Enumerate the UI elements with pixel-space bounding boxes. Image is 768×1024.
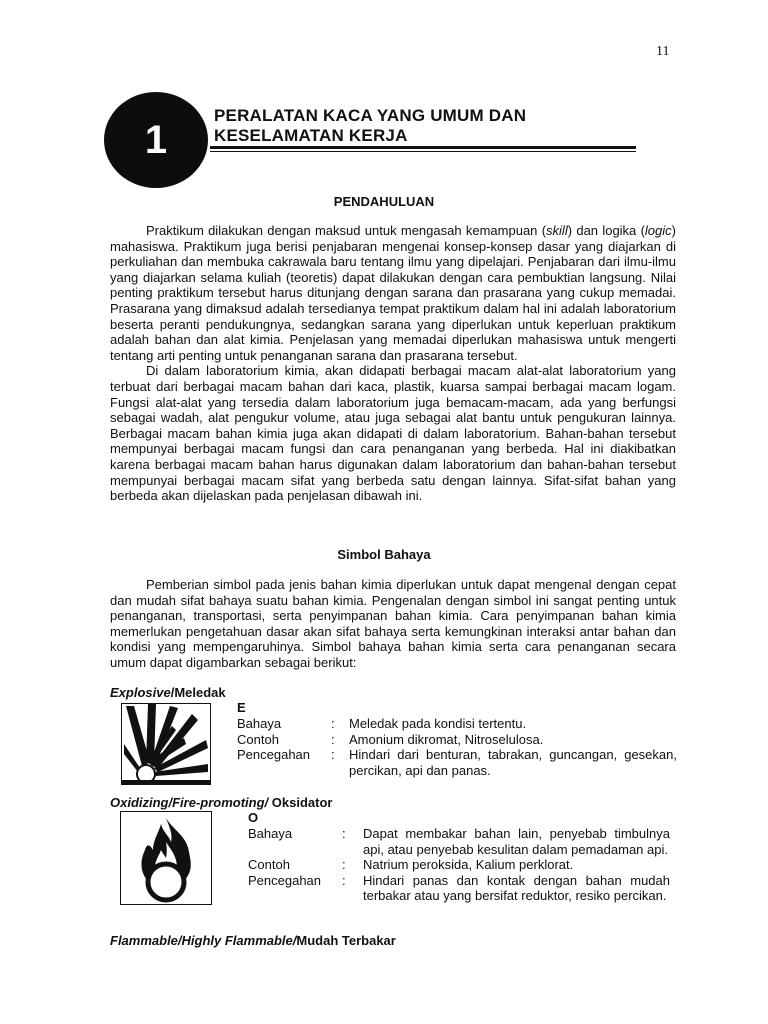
oxidizing-title-italic: Oxidizing/Fire-promoting/	[110, 795, 269, 810]
oxidizer-pencegahan-row	[248, 873, 670, 904]
intro-heading: PENDAHULUAN	[333, 194, 435, 209]
explosive-section-title	[110, 685, 226, 700]
chapter-title	[214, 106, 526, 146]
flammable-title-italic: Flammable/Highly Flammable/	[110, 933, 297, 948]
contoh-label: Contoh	[248, 857, 290, 873]
flammable-title-rest: Mudah Terbakar	[296, 933, 396, 948]
chapter-number-badge: 1	[104, 92, 208, 188]
symbol-paragraph	[110, 577, 676, 671]
oxidizer-flame-icon	[120, 811, 212, 905]
symbol-text: Pemberian simbol pada jenis bahan kimia diperlukan untuk dapat mengenal dengan cepat dan mudah sifat bahaya suatu bahan kimia. Pengenalan dengan simbol ini sangat penting untuk penanganan, transportasi, serta penyimpanan bahan kimia. Cara penyimpanan bahan kimia memerlukan pengetahuan dasar akan sifat bahaya serta kemungkinan interaksi antar bahan dan kondisi yang mempengaruhinya. Simbol bahaya bahan kimia serta cara penanganan secara umum dapat digambarkan sebagai berikut:	[110, 577, 676, 670]
explosive-code: E	[237, 700, 246, 715]
pencegahan-value: Hindari panas dan kontak dengan bahan mudah terbakar atau yang bersifat reduktor, resiko percikan.	[363, 872, 670, 904]
oxidizer-details	[248, 826, 670, 904]
colon: :	[342, 872, 346, 888]
oxidizer-code: O	[248, 810, 259, 825]
intro-text-a: Praktikum dilakukan dengan maksud untuk mengasah kemampuan (	[146, 223, 547, 238]
oxidizing-section-title	[110, 795, 332, 810]
pencegahan-label: Pencegahan	[248, 872, 322, 888]
explosive-pencegahan-row	[237, 747, 677, 778]
intro-skill-term: skill	[546, 223, 568, 238]
explosive-title-italic: Explosive	[110, 685, 171, 700]
explosive-bahaya-row	[237, 716, 677, 732]
pencegahan-value: Hindari dari benturan, tabrakan, guncangan, gesekan, percikan, api dan panas.	[349, 747, 677, 778]
contoh-value: Natrium peroksida, Kalium perklorat.	[363, 857, 574, 873]
explosive-details	[237, 716, 677, 778]
title-rule-thin	[210, 151, 636, 152]
pencegahan-label: Pencegahan	[237, 747, 311, 763]
bahaya-value: Dapat membakar bahan lain, penyebab timbulnya api, atau penyebab kesulitan dalam pemadaman api.	[363, 826, 670, 857]
oxidizing-title-rest: Oksidator	[268, 795, 333, 810]
intro-text-b: ) dan logika (	[567, 223, 645, 238]
chapter-title-line1: PERALATAN KACA YANG UMUM DAN	[214, 106, 527, 125]
title-rule-thick	[210, 146, 636, 149]
bahaya-label: Bahaya	[248, 826, 293, 841]
explosive-title-rest: /Meledak	[170, 685, 226, 700]
colon: :	[331, 731, 335, 747]
intro-paragraph-1	[110, 223, 676, 363]
colon: :	[331, 747, 335, 763]
intro-text-c: ) mahasiswa. Praktikum juga berisi penjabaran mengenai konsep-konsep dasar yang diajarkan di perkuliahan dan membuka cakrawala baru tentang ilmu yang dipelajari. Penjabaran dari ilmu-ilmu yang diajarkan selama kuliah (teoretis) dapat dilakukan dengan cara pembuktian langsung. Nilai penting praktikum tersebut harus ditunjang dengan sarana dan prasarana yang cukup memadai. Prasarana yang dimaksud adalah tersedianya tempat praktikum dalam hal ini adalah laboratorium beserta peranti pendukungnya, sedangkan sarana yang diperlukan untuk keperluan praktikum adalah bahan dan alat kimia. Penjelasan yang memadai diperlukan mahasiswa untuk mengerti tentang arti penting untuk penanganan sarana dan prasarana tersebut.	[110, 223, 677, 363]
bahaya-value: Meledak pada kondisi tertentu.	[349, 716, 527, 731]
intro-section	[110, 223, 676, 504]
oxidizer-contoh-row	[248, 857, 670, 873]
chapter-title-line2: KESELAMATAN KERJA	[214, 126, 408, 145]
bahaya-label: Bahaya	[237, 716, 282, 731]
symbol-heading: Simbol Bahaya	[337, 547, 431, 562]
explosive-hazard-icon	[121, 703, 211, 785]
colon: :	[331, 716, 335, 731]
intro-paragraph-2: Di dalam laboratorium kimia, akan didapati berbagai macam alat-alat laboratorium yang terbuat dari berbagai macam bahan dari kaca, plastik, kuarsa sampai berbagai macam logam. Fungsi alat-alat yang tersedia dalam laboratorium juga bemacam-macam, ada yang berfungsi sebagai wadah, alat pengukur volume, atau juga sebagai alat bantu untuk pengukuran lainnya. Berbagai macam bahan kimia juga akan didapati di dalam laboratorium. Bahan-bahan tersebut mempunyai berbagai macam fungsi dan cara penanganan yang berbeda. Hal ini diakibatkan karena berbagai macam bahan harus digunakan dalam laboratorium dan bahan-bahan tersebut mempunyai berbagai macam sifat yang berbeda satu dengan lainnya. Sifat-sifat bahan yang berbeda akan dijelaskan pada penjelasan dibawah ini.	[110, 363, 676, 504]
explosive-contoh-row	[237, 732, 677, 748]
contoh-label: Contoh	[237, 731, 279, 747]
contoh-value: Amonium dikromat, Nitroselulosa.	[349, 731, 544, 747]
oxidizer-bahaya-row	[248, 826, 670, 857]
colon: :	[342, 826, 346, 841]
intro-logic-term: logic	[644, 223, 672, 238]
colon: :	[342, 857, 346, 873]
flammable-section-title	[110, 933, 396, 948]
page-number: 11	[656, 44, 670, 59]
